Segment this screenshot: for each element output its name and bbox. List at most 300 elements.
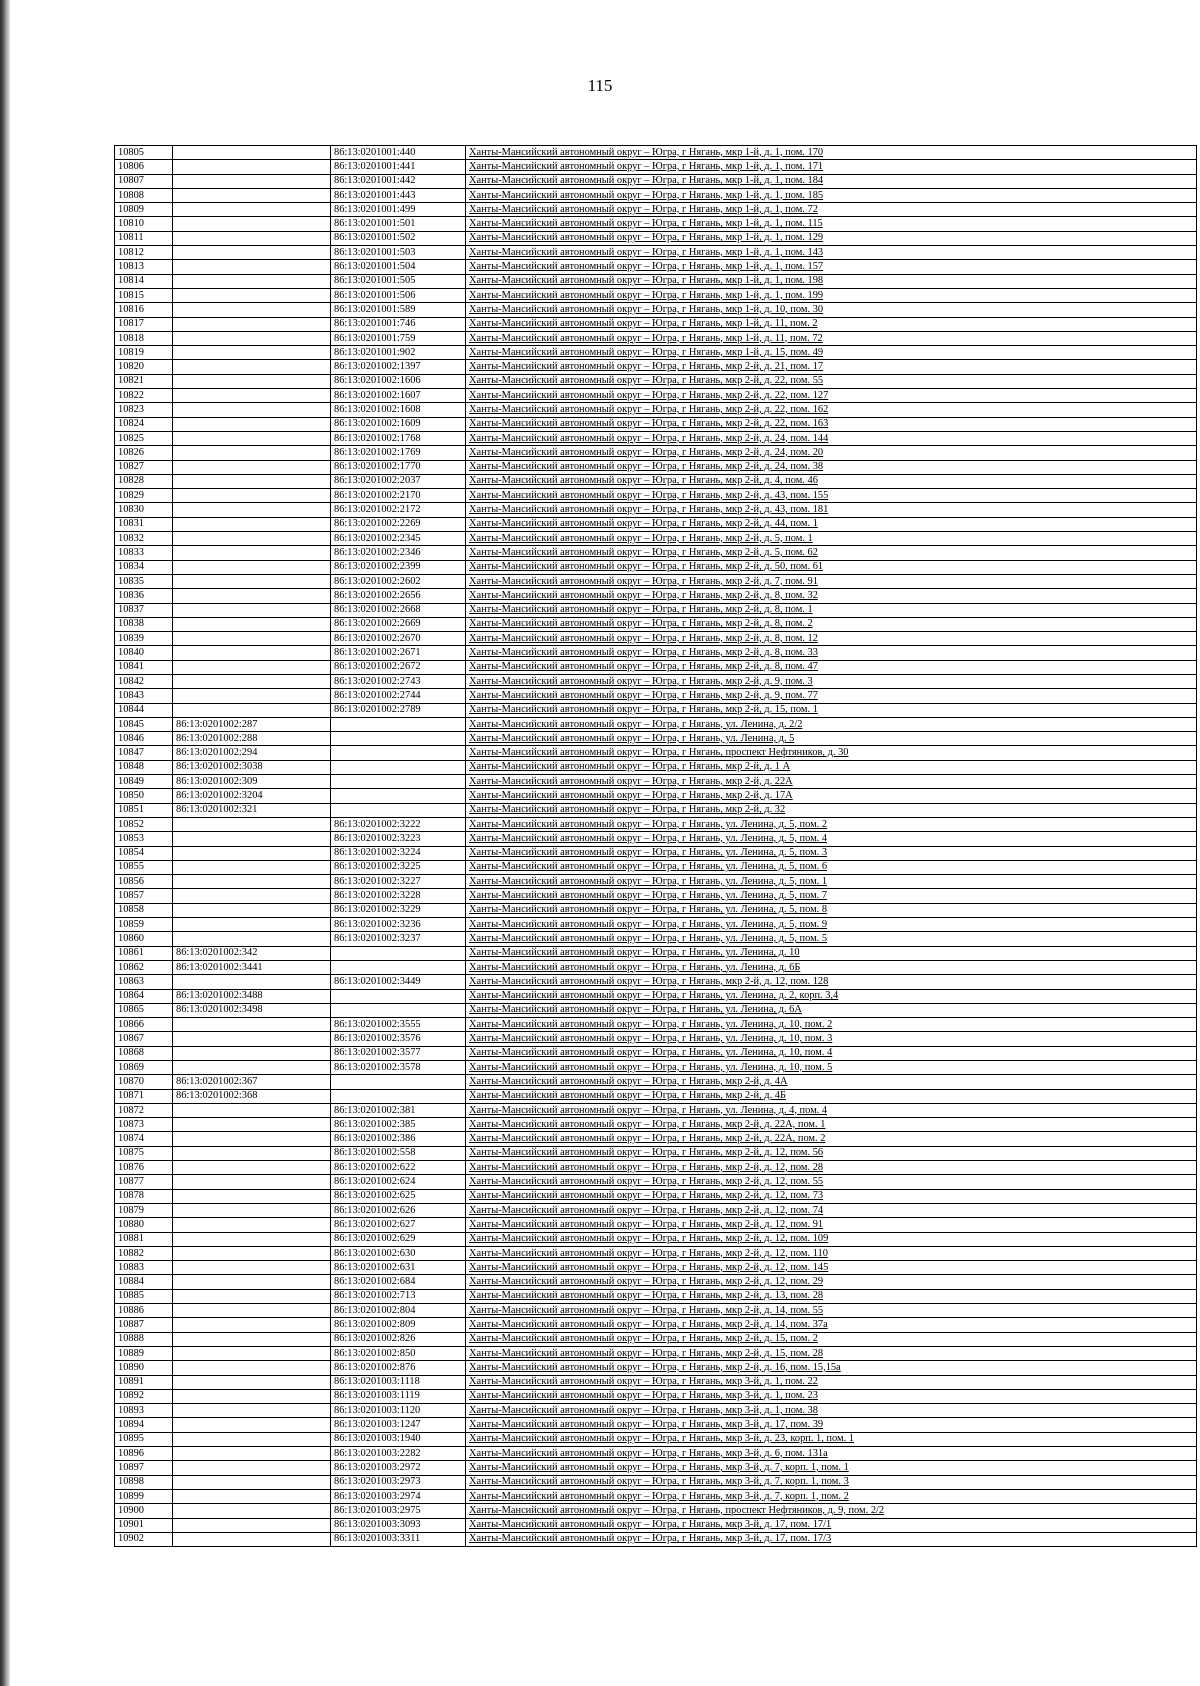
address-cell: Ханты-Мансийский автономный округ – Югра, г Нягань, мкр 2-й, д. 24, пом. 38 [466, 460, 1197, 474]
land-cadastral-number-cell [173, 1375, 331, 1389]
premises-cadastral-number-cell: 86:13:0201002:2743 [331, 674, 466, 688]
table-row [115, 503, 1197, 517]
address-cell: Ханты-Мансийский автономный округ – Югра, г Нягань, мкр 2-й, д. 17А [466, 789, 1197, 803]
registry-body [115, 146, 1197, 1547]
row-number-cell: 10826 [115, 446, 173, 460]
address-cell: Ханты-Мансийский автономный округ – Югра, г Нягань, мкр 2-й, д. 44, пом. 1 [466, 517, 1197, 531]
row-number-cell: 10813 [115, 260, 173, 274]
row-number-cell: 10840 [115, 646, 173, 660]
table-row [115, 846, 1197, 860]
land-cadastral-number-cell [173, 260, 331, 274]
table-row [115, 1375, 1197, 1389]
table-row [115, 660, 1197, 674]
land-cadastral-number-cell [173, 674, 331, 688]
premises-cadastral-number-cell: 86:13:0201003:2975 [331, 1504, 466, 1518]
row-number-cell: 10872 [115, 1103, 173, 1117]
land-cadastral-number-cell [173, 546, 331, 560]
row-number-cell: 10806 [115, 160, 173, 174]
row-number-cell: 10873 [115, 1118, 173, 1132]
table-row [115, 1532, 1197, 1546]
land-cadastral-number-cell: 86:13:0201002:309 [173, 775, 331, 789]
land-cadastral-number-cell [173, 317, 331, 331]
land-cadastral-number-cell [173, 1175, 331, 1189]
row-number-cell: 10822 [115, 389, 173, 403]
address-cell: Ханты-Мансийский автономный округ – Югра, г Нягань, мкр 2-й, д. 7, пом. 91 [466, 574, 1197, 588]
premises-cadastral-number-cell: 86:13:0201002:684 [331, 1275, 466, 1289]
row-number-cell: 10831 [115, 517, 173, 531]
address-cell: Ханты-Мансийский автономный округ – Югра, г Нягань, мкр 1-й, д. 15, пом. 49 [466, 346, 1197, 360]
address-cell: Ханты-Мансийский автономный округ – Югра, г Нягань, мкр 2-й, д. 12, пом. 145 [466, 1261, 1197, 1275]
row-number-cell: 10890 [115, 1361, 173, 1375]
table-row [115, 546, 1197, 560]
row-number-cell: 10876 [115, 1161, 173, 1175]
land-cadastral-number-cell [173, 174, 331, 188]
address-cell: Ханты-Мансийский автономный округ – Югра, г Нягань, мкр 2-й, д. 15, пом. 28 [466, 1346, 1197, 1360]
table-row [115, 188, 1197, 202]
row-number-cell: 10808 [115, 188, 173, 202]
table-row [115, 875, 1197, 889]
premises-cadastral-number-cell [331, 989, 466, 1003]
premises-cadastral-number-cell: 86:13:0201002:1607 [331, 389, 466, 403]
row-number-cell: 10857 [115, 889, 173, 903]
premises-cadastral-number-cell: 86:13:0201003:1940 [331, 1432, 466, 1446]
land-cadastral-number-cell: 86:13:0201002:288 [173, 732, 331, 746]
premises-cadastral-number-cell [331, 775, 466, 789]
address-cell: Ханты-Мансийский автономный округ – Югра, г Нягань, мкр 2-й, д. 12, пом. 28 [466, 1161, 1197, 1175]
table-row [115, 1361, 1197, 1375]
address-cell: Ханты-Мансийский автономный округ – Югра, г Нягань, мкр 2-й, д. 9, пом. 77 [466, 689, 1197, 703]
land-cadastral-number-cell: 86:13:0201002:368 [173, 1089, 331, 1103]
land-cadastral-number-cell [173, 1461, 331, 1475]
premises-cadastral-number-cell: 86:13:0201002:2037 [331, 474, 466, 488]
address-cell: Ханты-Мансийский автономный округ – Югра, г Нягань, мкр 3-й, д. 17, пом. 39 [466, 1418, 1197, 1432]
table-row [115, 489, 1197, 503]
table-row [115, 331, 1197, 345]
address-cell: Ханты-Мансийский автономный округ – Югра, г Нягань, ул. Ленина, д. 5, пом. 3 [466, 846, 1197, 860]
land-cadastral-number-cell [173, 1146, 331, 1160]
premises-cadastral-number-cell: 86:13:0201001:502 [331, 231, 466, 245]
address-cell: Ханты-Мансийский автономный округ – Югра, г Нягань, мкр 2-й, д. 8, пом. 47 [466, 660, 1197, 674]
table-row [115, 1289, 1197, 1303]
table-row [115, 1103, 1197, 1117]
row-number-cell: 10898 [115, 1475, 173, 1489]
table-row [115, 732, 1197, 746]
address-cell: Ханты-Мансийский автономный округ – Югра, г Нягань, мкр 2-й, д. 13, пом. 28 [466, 1289, 1197, 1303]
address-cell: Ханты-Мансийский автономный округ – Югра, г Нягань, ул. Ленина, д. 10, пом. 4 [466, 1046, 1197, 1060]
land-cadastral-number-cell: 86:13:0201002:287 [173, 717, 331, 731]
address-cell: Ханты-Мансийский автономный округ – Югра, г Нягань, мкр 2-й, д. 12, пом. 109 [466, 1232, 1197, 1246]
land-cadastral-number-cell [173, 532, 331, 546]
table-row [115, 389, 1197, 403]
row-number-cell: 10896 [115, 1447, 173, 1461]
row-number-cell: 10823 [115, 403, 173, 417]
address-cell: Ханты-Мансийский автономный округ – Югра, г Нягань, ул. Ленина, д. 5, пом. 5 [466, 932, 1197, 946]
address-cell: Ханты-Мансийский автономный округ – Югра, г Нягань, мкр 2-й, д. 15, пом. 1 [466, 703, 1197, 717]
land-cadastral-number-cell [173, 1504, 331, 1518]
table-row [115, 1518, 1197, 1532]
table-row [115, 360, 1197, 374]
land-cadastral-number-cell [173, 288, 331, 302]
address-cell: Ханты-Мансийский автономный округ – Югра, г Нягань, ул. Ленина, д. 5, пом. 1 [466, 875, 1197, 889]
table-row [115, 374, 1197, 388]
address-cell: Ханты-Мансийский автономный округ – Югра, г Нягань, мкр 2-й, д. 12, пом. 74 [466, 1203, 1197, 1217]
table-row [115, 903, 1197, 917]
row-number-cell: 10864 [115, 989, 173, 1003]
row-number-cell: 10861 [115, 946, 173, 960]
table-row [115, 817, 1197, 831]
row-number-cell: 10869 [115, 1061, 173, 1075]
row-number-cell: 10807 [115, 174, 173, 188]
address-cell: Ханты-Мансийский автономный округ – Югра, г Нягань, мкр 3-й, д. 7, корп. 1, пом. 3 [466, 1475, 1197, 1489]
land-cadastral-number-cell [173, 875, 331, 889]
land-cadastral-number-cell [173, 403, 331, 417]
address-cell: Ханты-Мансийский автономный округ – Югра, г Нягань, ул. Ленина, д. 5, пом. 6 [466, 860, 1197, 874]
row-number-cell: 10839 [115, 632, 173, 646]
address-cell: Ханты-Мансийский автономный округ – Югра, г Нягань, мкр 2-й, д. 12, пом. 73 [466, 1189, 1197, 1203]
address-cell: Ханты-Мансийский автономный округ – Югра, г Нягань, мкр 3-й, д. 17, пом. 17/3 [466, 1532, 1197, 1546]
row-number-cell: 10851 [115, 803, 173, 817]
premises-cadastral-number-cell: 86:13:0201002:1768 [331, 431, 466, 445]
row-number-cell: 10860 [115, 932, 173, 946]
land-cadastral-number-cell [173, 231, 331, 245]
address-cell: Ханты-Мансийский автономный округ – Югра, г Нягань, мкр 2-й, д. 4Б [466, 1089, 1197, 1103]
address-cell: Ханты-Мансийский автономный округ – Югра, г Нягань, мкр 2-й, д. 8, пом. 33 [466, 646, 1197, 660]
address-cell: Ханты-Мансийский автономный округ – Югра, г Нягань, мкр 1-й, д. 1, пом. 115 [466, 217, 1197, 231]
address-cell: Ханты-Мансийский автономный округ – Югра, г Нягань, мкр 1-й, д. 11, пом. 2 [466, 317, 1197, 331]
table-row [115, 617, 1197, 631]
table-row [115, 231, 1197, 245]
premises-cadastral-number-cell: 86:13:0201002:2744 [331, 689, 466, 703]
premises-cadastral-number-cell [331, 1075, 466, 1089]
land-cadastral-number-cell [173, 1132, 331, 1146]
row-number-cell: 10829 [115, 489, 173, 503]
table-row [115, 574, 1197, 588]
table-row [115, 174, 1197, 188]
land-cadastral-number-cell [173, 417, 331, 431]
table-row [115, 417, 1197, 431]
row-number-cell: 10858 [115, 903, 173, 917]
address-cell: Ханты-Мансийский автономный округ – Югра, г Нягань, мкр 3-й, д. 23, корп. 1, пом. 1 [466, 1432, 1197, 1446]
land-cadastral-number-cell [173, 832, 331, 846]
address-cell: Ханты-Мансийский автономный округ – Югра, г Нягань, мкр 2-й, д. 12, пом. 110 [466, 1246, 1197, 1260]
address-cell: Ханты-Мансийский автономный округ – Югра, г Нягань, мкр 3-й, д. 1, пом. 38 [466, 1404, 1197, 1418]
premises-cadastral-number-cell [331, 732, 466, 746]
table-row [115, 274, 1197, 288]
land-cadastral-number-cell: 86:13:0201002:367 [173, 1075, 331, 1089]
row-number-cell: 10862 [115, 960, 173, 974]
row-number-cell: 10845 [115, 717, 173, 731]
premises-cadastral-number-cell: 86:13:0201002:1770 [331, 460, 466, 474]
land-cadastral-number-cell [173, 188, 331, 202]
address-cell: Ханты-Мансийский автономный округ – Югра, г Нягань, ул. Ленина, д. 2, корп. 3,4 [466, 989, 1197, 1003]
address-cell: Ханты-Мансийский автономный округ – Югра, г Нягань, мкр 1-й, д. 1, пом. 170 [466, 146, 1197, 160]
page-number: 115 [587, 76, 613, 95]
premises-cadastral-number-cell: 86:13:0201002:2668 [331, 603, 466, 617]
land-cadastral-number-cell [173, 274, 331, 288]
land-cadastral-number-cell [173, 517, 331, 531]
address-cell: Ханты-Мансийский автономный округ – Югра, г Нягань, мкр 2-й, д. 16, пом. 15,15а [466, 1361, 1197, 1375]
premises-cadastral-number-cell: 86:13:0201002:558 [331, 1146, 466, 1160]
table-row [115, 1432, 1197, 1446]
premises-cadastral-number-cell: 86:13:0201002:2269 [331, 517, 466, 531]
premises-cadastral-number-cell: 86:13:0201003:3311 [331, 1532, 466, 1546]
address-cell: Ханты-Мансийский автономный округ – Югра, г Нягань, ул. Ленина, д. 5 [466, 732, 1197, 746]
land-cadastral-number-cell [173, 932, 331, 946]
land-cadastral-number-cell: 86:13:0201002:321 [173, 803, 331, 817]
row-number-cell: 10815 [115, 288, 173, 302]
address-cell: Ханты-Мансийский автономный округ – Югра, г Нягань, мкр 2-й, д. 12, пом. 56 [466, 1146, 1197, 1160]
row-number-cell: 10899 [115, 1489, 173, 1503]
table-row [115, 1447, 1197, 1461]
land-cadastral-number-cell [173, 646, 331, 660]
table-row [115, 1346, 1197, 1360]
row-number-cell: 10865 [115, 1003, 173, 1017]
land-cadastral-number-cell [173, 1018, 331, 1032]
table-row [115, 160, 1197, 174]
row-number-cell: 10824 [115, 417, 173, 431]
table-row [115, 889, 1197, 903]
land-cadastral-number-cell [173, 331, 331, 345]
land-cadastral-number-cell [173, 1489, 331, 1503]
row-number-cell: 10887 [115, 1318, 173, 1332]
land-cadastral-number-cell [173, 1203, 331, 1217]
row-number-cell: 10893 [115, 1404, 173, 1418]
row-number-cell: 10827 [115, 460, 173, 474]
premises-cadastral-number-cell: 86:13:0201002:624 [331, 1175, 466, 1189]
address-cell: Ханты-Мансийский автономный округ – Югра, г Нягань, мкр 2-й, д. 8, пом. 12 [466, 632, 1197, 646]
land-cadastral-number-cell [173, 1103, 331, 1117]
row-number-cell: 10888 [115, 1332, 173, 1346]
premises-cadastral-number-cell: 86:13:0201002:1397 [331, 360, 466, 374]
table-row [115, 303, 1197, 317]
row-number-cell: 10885 [115, 1289, 173, 1303]
table-row [115, 674, 1197, 688]
premises-cadastral-number-cell: 86:13:0201002:386 [331, 1132, 466, 1146]
land-cadastral-number-cell [173, 1304, 331, 1318]
land-cadastral-number-cell [173, 503, 331, 517]
premises-cadastral-number-cell: 86:13:0201002:3227 [331, 875, 466, 889]
row-number-cell: 10832 [115, 532, 173, 546]
premises-cadastral-number-cell: 86:13:0201002:631 [331, 1261, 466, 1275]
row-number-cell: 10846 [115, 732, 173, 746]
land-cadastral-number-cell [173, 1261, 331, 1275]
address-cell: Ханты-Мансийский автономный округ – Югра, г Нягань, мкр 2-й, д. 32 [466, 803, 1197, 817]
row-number-cell: 10836 [115, 589, 173, 603]
land-cadastral-number-cell: 86:13:0201002:3441 [173, 960, 331, 974]
address-cell: Ханты-Мансийский автономный округ – Югра, г Нягань, мкр 2-й, д. 12, пом. 55 [466, 1175, 1197, 1189]
table-row [115, 217, 1197, 231]
land-cadastral-number-cell [173, 246, 331, 260]
address-cell: Ханты-Мансийский автономный округ – Югра, г Нягань, мкр 1-й, д. 11, пом. 72 [466, 331, 1197, 345]
table-row [115, 1332, 1197, 1346]
row-number-cell: 10849 [115, 775, 173, 789]
table-row [115, 1018, 1197, 1032]
premises-cadastral-number-cell: 86:13:0201002:2669 [331, 617, 466, 631]
address-cell: Ханты-Мансийский автономный округ – Югра, г Нягань, мкр 2-й, д. 50, пом. 61 [466, 560, 1197, 574]
address-cell: Ханты-Мансийский автономный округ – Югра, г Нягань, мкр 2-й, д. 5, пом. 1 [466, 532, 1197, 546]
land-cadastral-number-cell: 86:13:0201002:3498 [173, 1003, 331, 1017]
address-cell: Ханты-Мансийский автономный округ – Югра, г Нягань, мкр 2-й, д. 12, пом. 91 [466, 1218, 1197, 1232]
premises-cadastral-number-cell: 86:13:0201001:441 [331, 160, 466, 174]
land-cadastral-number-cell [173, 1161, 331, 1175]
premises-cadastral-number-cell [331, 960, 466, 974]
address-cell: Ханты-Мансийский автономный округ – Югра, г Нягань, ул. Ленина, д. 5, пом. 8 [466, 903, 1197, 917]
table-row [115, 589, 1197, 603]
land-cadastral-number-cell [173, 1361, 331, 1375]
address-cell: Ханты-Мансийский автономный округ – Югра, г Нягань, мкр 3-й, д. 6, пом. 131а [466, 1447, 1197, 1461]
row-number-cell: 10825 [115, 431, 173, 445]
address-cell: Ханты-Мансийский автономный округ – Югра, г Нягань, мкр 1-й, д. 1, пом. 199 [466, 288, 1197, 302]
row-number-cell: 10812 [115, 246, 173, 260]
address-cell: Ханты-Мансийский автономный округ – Югра, г Нягань, мкр 1-й, д. 1, пом. 129 [466, 231, 1197, 245]
table-row [115, 860, 1197, 874]
premises-cadastral-number-cell: 86:13:0201001:504 [331, 260, 466, 274]
property-registry-table [114, 145, 1197, 1547]
premises-cadastral-number-cell: 86:13:0201002:2602 [331, 574, 466, 588]
table-row [115, 1218, 1197, 1232]
address-cell: Ханты-Мансийский автономный округ – Югра, г Нягань, мкр 2-й, д. 1 А [466, 760, 1197, 774]
premises-cadastral-number-cell: 86:13:0201002:850 [331, 1346, 466, 1360]
table-row [115, 646, 1197, 660]
land-cadastral-number-cell [173, 689, 331, 703]
address-cell: Ханты-Мансийский автономный округ – Югра, г Нягань, ул. Ленина, д. 5, пом. 4 [466, 832, 1197, 846]
land-cadastral-number-cell [173, 632, 331, 646]
address-cell: Ханты-Мансийский автономный округ – Югра, г Нягань, мкр 2-й, д. 22А, пом. 2 [466, 1132, 1197, 1146]
table-row [115, 474, 1197, 488]
address-cell: Ханты-Мансийский автономный округ – Югра, г Нягань, мкр 2-й, д. 21, пом. 17 [466, 360, 1197, 374]
address-cell: Ханты-Мансийский автономный округ – Югра, г Нягань, ул. Ленина, д. 10, пом. 3 [466, 1032, 1197, 1046]
land-cadastral-number-cell [173, 1432, 331, 1446]
address-cell: Ханты-Мансийский автономный округ – Югра, г Нягань, мкр 2-й, д. 43, пом. 155 [466, 489, 1197, 503]
premises-cadastral-number-cell: 86:13:0201001:746 [331, 317, 466, 331]
land-cadastral-number-cell [173, 1404, 331, 1418]
land-cadastral-number-cell [173, 160, 331, 174]
table-row [115, 632, 1197, 646]
address-cell: Ханты-Мансийский автономный округ – Югра, г Нягань, ул. Ленина, д. 10, пом. 5 [466, 1061, 1197, 1075]
land-cadastral-number-cell [173, 589, 331, 603]
address-cell: Ханты-Мансийский автономный округ – Югра, г Нягань, мкр 2-й, д. 12, пом. 29 [466, 1275, 1197, 1289]
table-row [115, 532, 1197, 546]
premises-cadastral-number-cell: 86:13:0201002:809 [331, 1318, 466, 1332]
table-row [115, 703, 1197, 717]
row-number-cell: 10833 [115, 546, 173, 560]
row-number-cell: 10821 [115, 374, 173, 388]
premises-cadastral-number-cell: 86:13:0201001:506 [331, 288, 466, 302]
address-cell: Ханты-Мансийский автономный округ – Югра, г Нягань, мкр 2-й, д. 22, пом. 55 [466, 374, 1197, 388]
table-row [115, 1032, 1197, 1046]
address-cell: Ханты-Мансийский автономный округ – Югра, г Нягань, мкр 1-й, д. 1, пом. 157 [466, 260, 1197, 274]
row-number-cell: 10818 [115, 331, 173, 345]
table-row [115, 1003, 1197, 1017]
premises-cadastral-number-cell: 86:13:0201002:625 [331, 1189, 466, 1203]
row-number-cell: 10810 [115, 217, 173, 231]
address-cell: Ханты-Мансийский автономный округ – Югра, г Нягань, мкр 1-й, д. 1, пом. 72 [466, 203, 1197, 217]
table-row [115, 946, 1197, 960]
table-row [115, 1246, 1197, 1260]
table-row [115, 1061, 1197, 1075]
address-cell: Ханты-Мансийский автономный округ – Югра, г Нягань, мкр 1-й, д. 10, пом. 30 [466, 303, 1197, 317]
premises-cadastral-number-cell: 86:13:0201003:2972 [331, 1461, 466, 1475]
land-cadastral-number-cell [173, 1289, 331, 1303]
address-cell: Ханты-Мансийский автономный округ – Югра, г Нягань, ул. Ленина, д. 5, пом. 7 [466, 889, 1197, 903]
address-cell: Ханты-Мансийский автономный округ – Югра, г Нягань, мкр 2-й, д. 9, пом. 3 [466, 674, 1197, 688]
table-row [115, 446, 1197, 460]
table-row [115, 918, 1197, 932]
address-cell: Ханты-Мансийский автономный округ – Югра, г Нягань, мкр 3-й, д. 17, пом. 17/1 [466, 1518, 1197, 1532]
premises-cadastral-number-cell [331, 946, 466, 960]
address-cell: Ханты-Мансийский автономный округ – Югра, г Нягань, мкр 2-й, д. 4А [466, 1075, 1197, 1089]
row-number-cell: 10828 [115, 474, 173, 488]
address-cell: Ханты-Мансийский автономный округ – Югра, г Нягань, мкр 3-й, д. 7, корп. 1, пом. 2 [466, 1489, 1197, 1503]
row-number-cell: 10880 [115, 1218, 173, 1232]
row-number-cell: 10834 [115, 560, 173, 574]
table-row [115, 1046, 1197, 1060]
land-cadastral-number-cell [173, 489, 331, 503]
premises-cadastral-number-cell: 86:13:0201002:713 [331, 1289, 466, 1303]
row-number-cell: 10842 [115, 674, 173, 688]
premises-cadastral-number-cell: 86:13:0201002:385 [331, 1118, 466, 1132]
table-row [115, 431, 1197, 445]
premises-cadastral-number-cell: 86:13:0201002:627 [331, 1218, 466, 1232]
row-number-cell: 10854 [115, 846, 173, 860]
row-number-cell: 10830 [115, 503, 173, 517]
land-cadastral-number-cell [173, 374, 331, 388]
table-row [115, 975, 1197, 989]
premises-cadastral-number-cell: 86:13:0201001:759 [331, 331, 466, 345]
address-cell: Ханты-Мансийский автономный округ – Югра, г Нягань, ул. Ленина, д. 10, пом. 2 [466, 1018, 1197, 1032]
premises-cadastral-number-cell: 86:13:0201002:3236 [331, 918, 466, 932]
premises-cadastral-number-cell: 86:13:0201003:2974 [331, 1489, 466, 1503]
table-row [115, 1075, 1197, 1089]
table-row [115, 288, 1197, 302]
premises-cadastral-number-cell: 86:13:0201002:3229 [331, 903, 466, 917]
row-number-cell: 10867 [115, 1032, 173, 1046]
address-cell: Ханты-Мансийский автономный округ – Югра, г Нягань, мкр 2-й, д. 15, пом. 2 [466, 1332, 1197, 1346]
land-cadastral-number-cell [173, 1518, 331, 1532]
address-cell: Ханты-Мансийский автономный округ – Югра, г Нягань, проспект Нефтяников, д. 30 [466, 746, 1197, 760]
premises-cadastral-number-cell: 86:13:0201002:381 [331, 1103, 466, 1117]
land-cadastral-number-cell [173, 703, 331, 717]
premises-cadastral-number-cell: 86:13:0201002:2671 [331, 646, 466, 660]
premises-cadastral-number-cell: 86:13:0201002:2656 [331, 589, 466, 603]
premises-cadastral-number-cell: 86:13:0201002:3222 [331, 817, 466, 831]
table-row [115, 717, 1197, 731]
land-cadastral-number-cell [173, 146, 331, 160]
table-row [115, 1461, 1197, 1475]
row-number-cell: 10841 [115, 660, 173, 674]
row-number-cell: 10853 [115, 832, 173, 846]
address-cell: Ханты-Мансийский автономный округ – Югра, г Нягань, мкр 2-й, д. 22А, пом. 1 [466, 1118, 1197, 1132]
premises-cadastral-number-cell: 86:13:0201002:1769 [331, 446, 466, 460]
table-row [115, 1189, 1197, 1203]
table-row [115, 789, 1197, 803]
land-cadastral-number-cell [173, 1218, 331, 1232]
premises-cadastral-number-cell [331, 1089, 466, 1103]
table-row [115, 1304, 1197, 1318]
row-number-cell: 10891 [115, 1375, 173, 1389]
row-number-cell: 10870 [115, 1075, 173, 1089]
land-cadastral-number-cell [173, 1118, 331, 1132]
premises-cadastral-number-cell: 86:13:0201003:3093 [331, 1518, 466, 1532]
premises-cadastral-number-cell: 86:13:0201002:804 [331, 1304, 466, 1318]
address-cell: Ханты-Мансийский автономный округ – Югра, г Нягань, ул. Ленина, д. 10 [466, 946, 1197, 960]
premises-cadastral-number-cell: 86:13:0201001:902 [331, 346, 466, 360]
land-cadastral-number-cell [173, 1332, 331, 1346]
row-number-cell: 10878 [115, 1189, 173, 1203]
address-cell: Ханты-Мансийский автономный округ – Югра, г Нягань, мкр 3-й, д. 1, пом. 22 [466, 1375, 1197, 1389]
address-cell: Ханты-Мансийский автономный округ – Югра, г Нягань, мкр 2-й, д. 22, пом. 163 [466, 417, 1197, 431]
table-row [115, 1089, 1197, 1103]
